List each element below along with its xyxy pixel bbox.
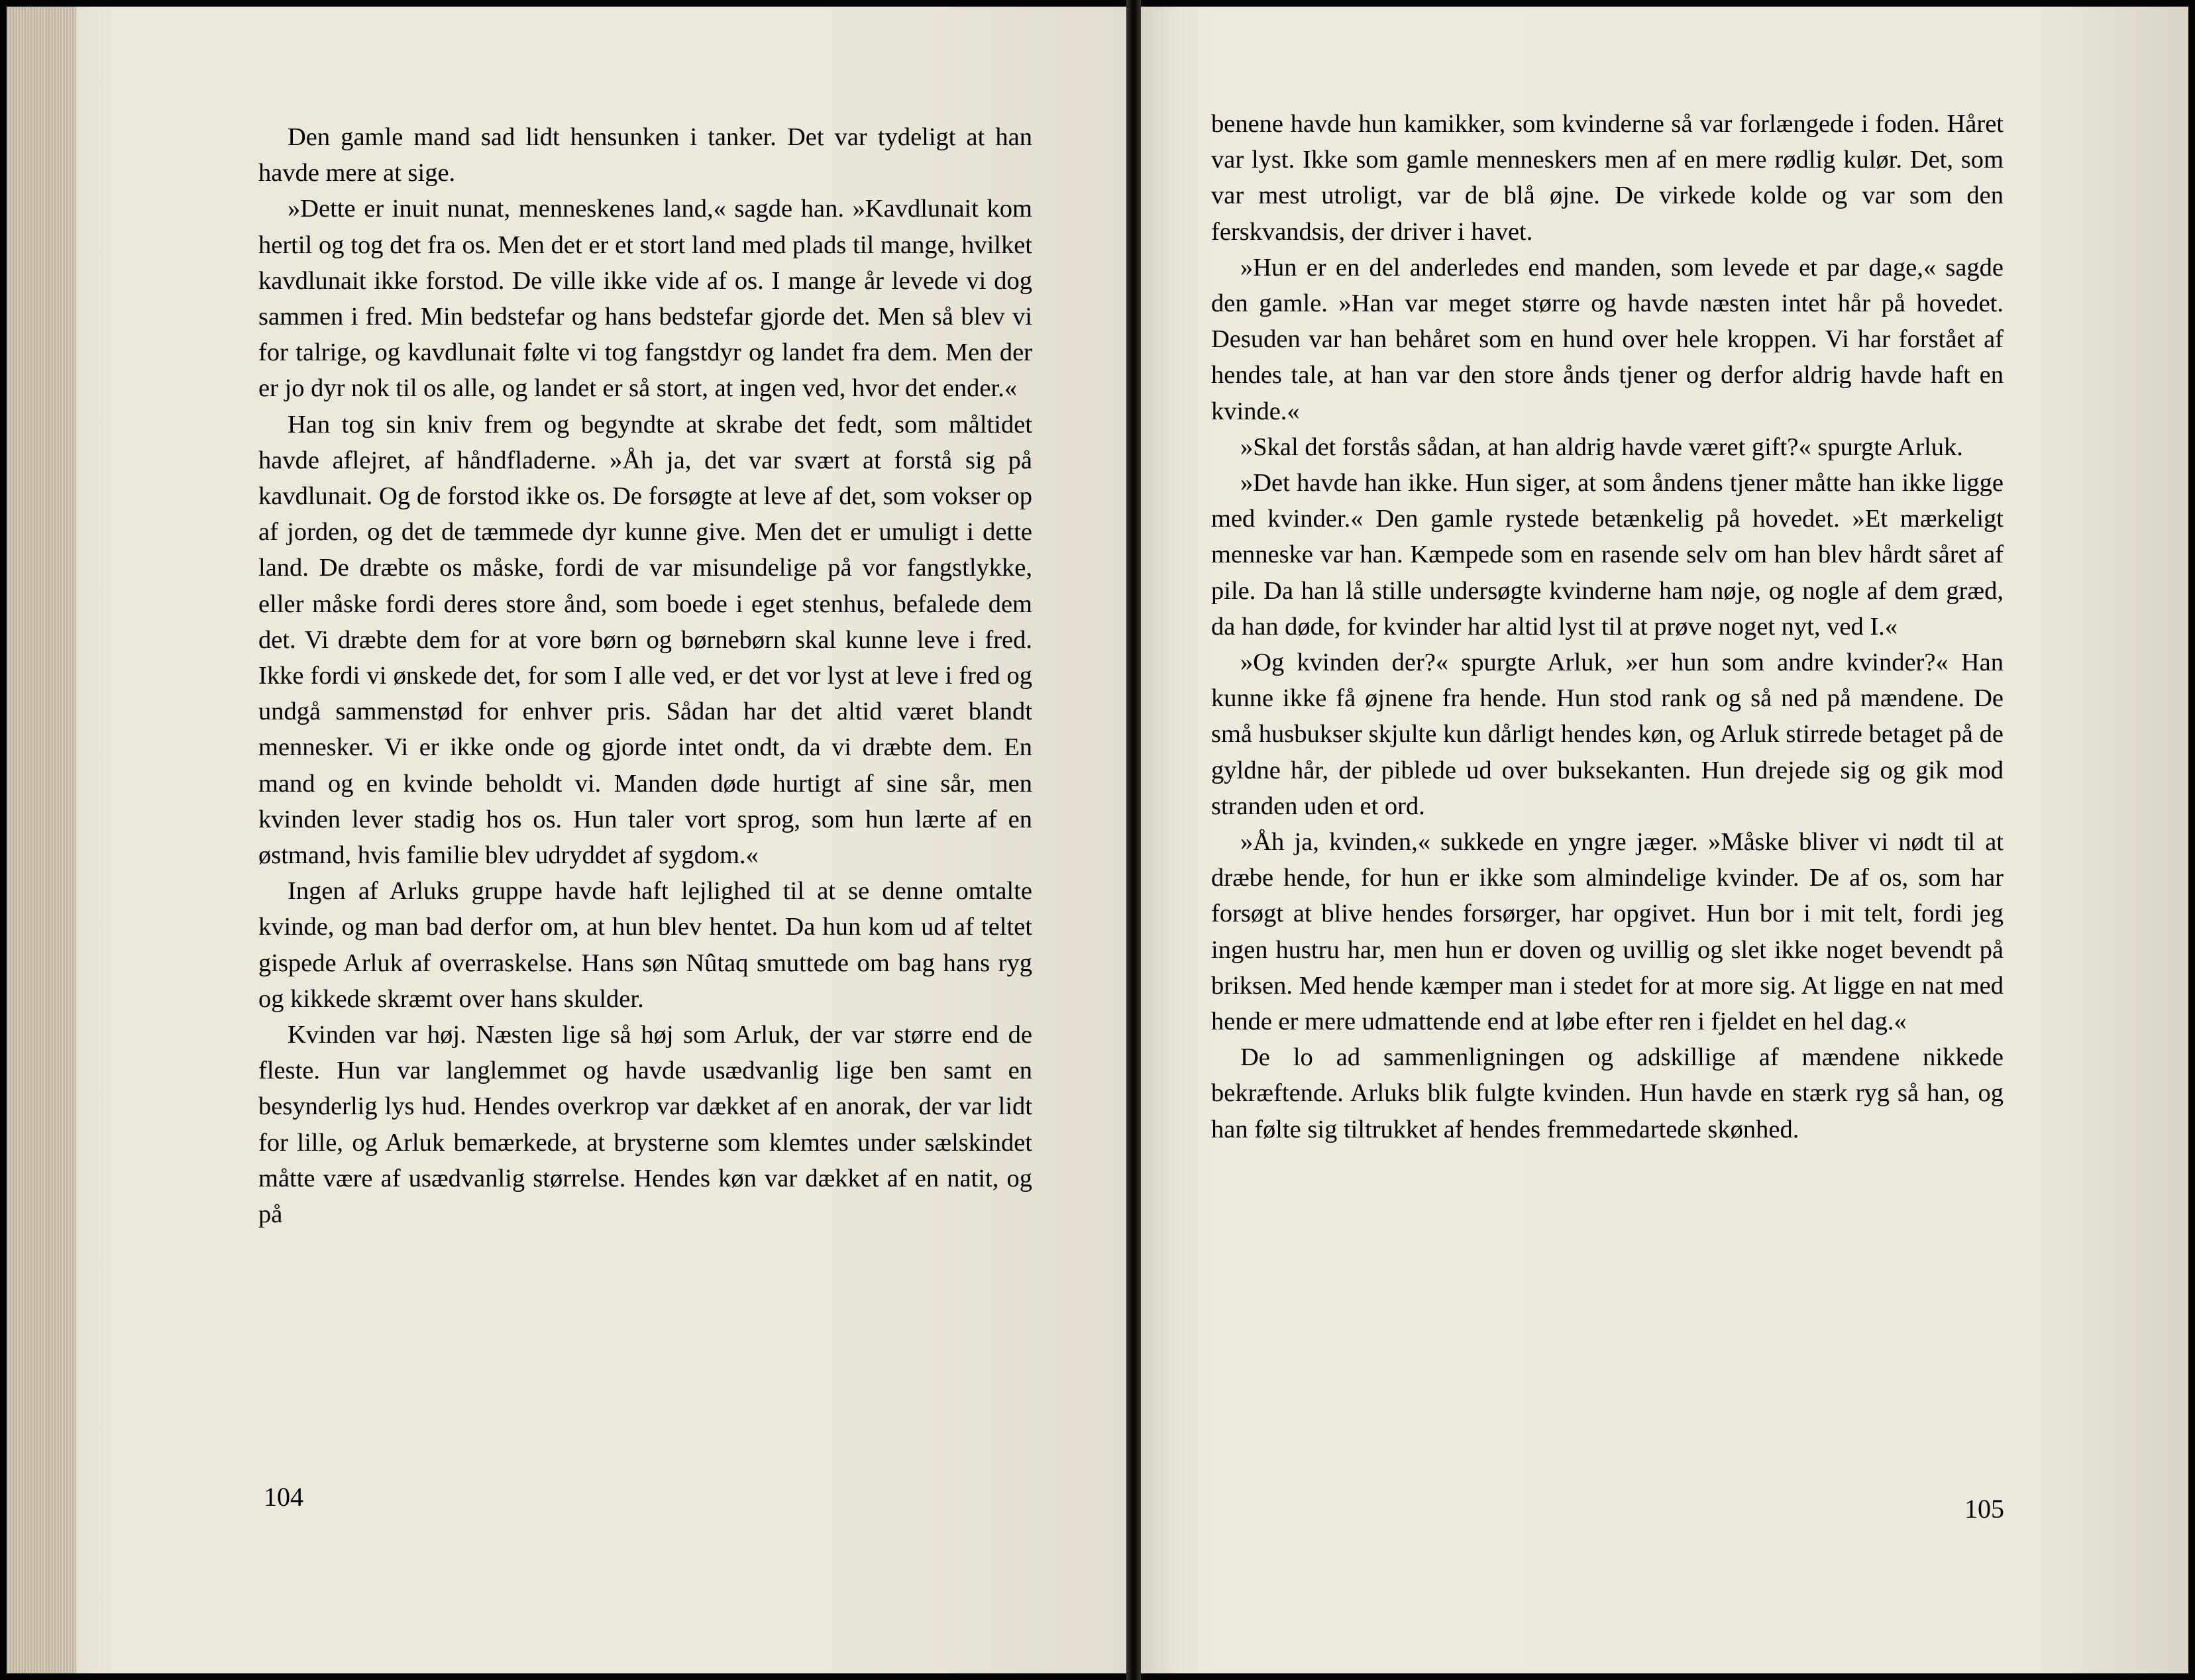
paragraph: »Dette er inuit nunat, menneskenes land,« sagde han. »Kavdlunait kom hertil og tog det fra os. Men det er et stort land med plads til mange, hvilket kavdlunait ikke forstod. De ville ikke vide af os. I mange år levede vi dog sammen i fred. Min bedstefar og hans bedstefar gjorde det. Men så blev vi for talrige, og kavdlunait følte vi tog fangstdyr og landet fra dem. Men der er jo dyr nok til os alle, og landet er så stort, at ingen ved, hvor det ender.« [258, 195, 1032, 403]
right-page-text [1211, 106, 2004, 1147]
page-stack-edge [7, 7, 76, 1673]
paragraph: »Hun er en del anderledes end manden, som levede et par dage,« sagde den gamle. »Han var meget større og havde næsten intet hår på hovedet. Desuden var han behåret som en hund over hele kroppen. Vi har forstået af hendes tale, at han var den store ånds tjener og derfor aldrig havde haft en kvinde.« [1211, 253, 2004, 425]
page-number-right: 105 [1964, 1494, 2004, 1524]
paragraph: »Og kvinden der?« spurgte Arluk, »er hun som andre kvinder?« Han kunne ikke få øjnene fra hende. Hun stod rank og så ned på mændene. De små husbukser skjulte kun dårligt hendes køn, og Arluk stirrede betaget på de gyldne hår, der piblede ud over buksekanten. Hun drejede sig og gik mod stranden uden et ord. [1211, 649, 2004, 820]
paragraph: Ingen af Arluks gruppe havde haft lejlighed til at se denne omtalte kvinde, og man bad derfor om, at hun blev hentet. Da hun kom ud af teltet gispede Arluk af overraskelse. Hans søn Nûtaq smuttede om bag hans ryg og kikkede skræmt over hans skulder. [258, 877, 1032, 1013]
paragraph: De lo ad sammenligningen og adskillige af mændene nikkede bekræftende. Arluks blik fulgte kvinden. Hun havde en stærk ryg så han, og han følte sig tiltrukket af hendes fremmedartede skønhed. [1211, 1043, 2004, 1143]
paragraph: Han tog sin kniv frem og begyndte at skrabe det fedt, som måltidet havde aflejret, af håndfladerne. »Åh ja, det var svært at forstå sig på kavdlunait. Og de forstod ikke os. De forsøgte at leve af det, som vokser op af jorden, og det de tæmmede dyr kunne give. Men det er umuligt i dette land. De dræbte os måske, fordi de var misundelige på vor fangstlykke, eller måske fordi deres store ånd, som boede i eget stenhus, befalede dem det. Vi dræbte dem for at vore børn og børnebørn skal kunne leve i fred. Ikke fordi vi ønskede det, for som I alle ved, er det vor lyst at leve i fred og undgå sammenstød for enhver pris. Sådan har det altid været blandt mennesker. Vi er ikke onde og gjorde intet ondt, da vi dræbte dem. En mand og en kvinde beholdt vi. Manden døde hurtigt af sine sår, men kvinden lever stadig hos os. Hun taler vort sprog, som hun lærte af en østmand, hvis familie blev udryddet af sygdom.« [258, 410, 1032, 870]
paragraph: benene havde hun kamikker, som kvinderne så var forlængede i foden. Håret var lyst. Ikke som gamle menneskers men af en mere rødlig kulør. Det, som var mest utroligt, var de blå øjne. De virkede kolde og var som den ferskvandsis, der driver i havet. [1211, 110, 2004, 246]
paragraph: »Det havde han ikke. Hun siger, at som åndens tjener måtte han ikke ligge med kvinder.« Den gamle rystede betænkelig på hovedet. »Et mærkeligt menneske var han. Kæmpede som en rasende selv om han blev hårdt såret af pile. Da han lå stille undersøgte kvinderne ham nøje, og nogle af dem græd, da han døde, for kvinder har altid lyst til at prøve noget nyt, ved I.« [1211, 469, 2004, 641]
paragraph: Kvinden var høj. Næsten lige så høj som Arluk, der var større end de fleste. Hun var langlemmet og havde usædvanlig lige ben samt en besynderlig lys hud. Hendes overkrop var dækket af en anorak, der var lidt for lille, og Arluk bemærkede, at brysterne som klemtes under sælskindet måtte være af usædvanlig størrelse. Hendes køn var dækket af en natit, og på [258, 1021, 1032, 1229]
page-number-left: 104 [264, 1482, 303, 1512]
paragraph: »Skal det forstås sådan, at han aldrig havde været gift?« spurgte Arluk. [1240, 433, 1963, 461]
paragraph: »Åh ja, kvinden,« sukkede en yngre jæger. »Måske bliver vi nødt til at dræbe hende, for hun er ikke som almindelige kvinder. De af os, som har forsøgt at blive hendes forsørger, har opgivet. Hun bor i mit telt, fordi jeg ingen hustru har, men hun er doven og uvillig og slet ikke noget bevendt på briksen. Med hende kæmper man i stedet for at more sig. At ligge en nat med hende er mere udmattende end at løbe efter ren i fjeldet en hel dag.« [1211, 828, 2004, 1036]
left-page-text [258, 119, 1032, 1232]
book-gutter [1126, 0, 1141, 1680]
paragraph: Den gamle mand sad lidt hensunken i tanker. Det var tydeligt at han havde mere at sige. [258, 123, 1032, 187]
